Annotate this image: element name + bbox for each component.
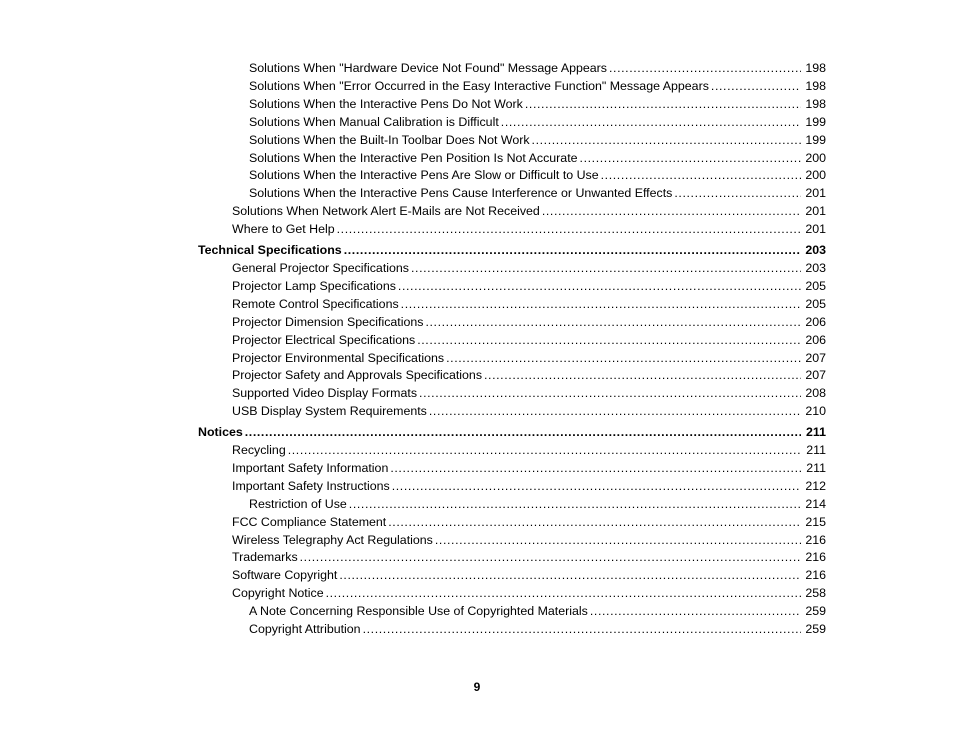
toc-entry-page: 259 — [805, 622, 826, 637]
toc-entry[interactable] — [198, 460, 826, 478]
toc-entry-title: Software Copyright — [232, 568, 338, 583]
toc-entry-page: 201 — [805, 186, 826, 201]
toc-entry[interactable] — [198, 350, 826, 368]
toc-entry[interactable] — [198, 403, 826, 421]
toc-entry-page: 207 — [805, 368, 826, 383]
toc-dot-leader — [674, 185, 801, 203]
toc-entry[interactable] — [198, 260, 826, 278]
toc-entry-page: 206 — [805, 332, 826, 347]
toc-entry-title: Solutions When the Interactive Pens Do Not Work — [249, 96, 523, 111]
toc-dot-leader — [288, 442, 801, 460]
toc-entry-page: 201 — [805, 204, 826, 219]
toc-entry[interactable] — [198, 150, 826, 168]
toc-entry-page: 203 — [805, 243, 826, 258]
toc-entry-title: Solutions When the Interactive Pens Cause Interference or Unwanted Effects — [249, 186, 673, 201]
toc-dot-leader — [349, 496, 801, 514]
toc-dot-leader — [609, 60, 801, 78]
toc-entry-page: 199 — [805, 114, 826, 129]
toc-dot-leader — [300, 549, 801, 567]
toc-entry-page: 199 — [805, 132, 826, 147]
toc-dot-leader — [326, 585, 801, 603]
toc-entry[interactable] — [198, 514, 826, 532]
toc-entry[interactable] — [198, 96, 826, 114]
toc-dot-leader — [580, 150, 801, 168]
toc-entry[interactable] — [198, 496, 826, 514]
toc-entry-page: 207 — [805, 350, 826, 365]
toc-dot-leader — [392, 478, 801, 496]
toc-dot-leader — [417, 332, 801, 350]
toc-entry[interactable] — [198, 314, 826, 332]
toc-entry-title: Notices — [198, 425, 243, 440]
toc-entry-title: Solutions When "Hardware Device Not Found" Message Appears — [249, 61, 607, 75]
toc-entry-page: 216 — [805, 550, 826, 565]
toc-entry-page: 211 — [806, 460, 826, 475]
toc-entry-title: FCC Compliance Statement — [232, 514, 387, 529]
toc-entry-title: A Note Concerning Responsible Use of Copyrighted Materials — [249, 604, 588, 619]
toc-entry-page: 212 — [805, 478, 826, 493]
toc-entry[interactable] — [198, 603, 826, 621]
toc-entry-page: 205 — [805, 296, 826, 311]
toc-entry-page: 214 — [805, 496, 826, 511]
toc-entry-page: 206 — [805, 314, 826, 329]
toc-dot-leader — [388, 514, 801, 532]
toc-dot-leader — [501, 114, 801, 132]
toc-entry[interactable] — [198, 114, 826, 132]
toc-entry-page: 216 — [805, 532, 826, 547]
toc-dot-leader — [398, 278, 801, 296]
toc-dot-leader — [425, 314, 801, 332]
toc-entry-page: 259 — [805, 604, 826, 619]
toc-dot-leader — [419, 385, 801, 403]
toc-entry[interactable] — [198, 278, 826, 296]
toc-entry[interactable] — [198, 621, 826, 639]
toc-dot-leader — [484, 367, 801, 385]
toc-entry-title: Restriction of Use — [249, 496, 347, 511]
toc-entry-page: 216 — [805, 568, 826, 583]
toc-entry-page: 258 — [805, 586, 826, 601]
toc-entry-title: USB Display System Requirements — [232, 404, 427, 419]
toc-dot-leader — [339, 567, 801, 585]
toc-entry[interactable] — [198, 221, 826, 239]
toc-entry[interactable] — [198, 549, 826, 567]
toc-dot-leader — [245, 424, 801, 442]
toc-entry[interactable] — [198, 567, 826, 585]
toc-entry[interactable] — [198, 585, 826, 603]
toc-entry-title: Copyright Notice — [232, 586, 324, 601]
toc-entry-title: Projector Dimension Specifications — [232, 314, 424, 329]
toc-entry[interactable] — [198, 296, 826, 314]
toc-entry[interactable] — [198, 442, 826, 460]
toc-entry-page: 201 — [805, 222, 826, 237]
toc-entry-title: General Projector Specifications — [232, 260, 409, 275]
toc-dot-leader — [429, 403, 801, 421]
toc-entry-page: 198 — [805, 96, 826, 111]
toc-dot-leader — [601, 167, 801, 185]
toc-entry-title: Important Safety Information — [232, 460, 389, 475]
toc-entry[interactable] — [198, 167, 826, 185]
toc-entry-title: Solutions When Network Alert E-Mails are Not Received — [232, 204, 540, 219]
toc-entry-page: 211 — [806, 425, 826, 440]
toc-section-heading[interactable] — [198, 424, 826, 442]
toc-entry-title: Copyright Attribution — [249, 622, 361, 637]
toc-entry-title: Wireless Telegraphy Act Regulations — [232, 532, 433, 547]
toc-entry-title: Trademarks — [232, 550, 298, 565]
toc-entry[interactable] — [198, 203, 826, 221]
toc-entry-page: 211 — [806, 443, 826, 458]
toc-entry[interactable] — [198, 60, 826, 78]
toc-entry[interactable] — [198, 532, 826, 550]
toc-entry-title: Projector Environmental Specifications — [232, 350, 445, 365]
toc-dot-leader — [411, 260, 801, 278]
toc-dot-leader — [337, 221, 801, 239]
toc-entry-title: Where to Get Help — [232, 222, 335, 237]
toc-entry-title: Technical Specifications — [198, 243, 342, 258]
toc-dot-leader — [542, 203, 801, 221]
toc-entry[interactable] — [198, 78, 826, 96]
toc-entry-page: 198 — [805, 78, 826, 93]
toc-dot-leader — [532, 132, 801, 150]
toc-entry-title: Important Safety Instructions — [232, 478, 390, 493]
toc-entry-title: Supported Video Display Formats — [232, 386, 418, 401]
toc-dot-leader — [344, 242, 801, 260]
toc-dot-leader — [401, 296, 801, 314]
toc-entry-title: Remote Control Specifications — [232, 296, 399, 311]
toc-entry-page: 208 — [805, 386, 826, 401]
toc-entry[interactable] — [198, 132, 826, 150]
toc-section-heading[interactable] — [198, 242, 826, 260]
toc-entry-title: Projector Safety and Approvals Specifications — [232, 368, 483, 383]
toc-dot-leader — [363, 621, 801, 639]
toc-entry-page: 200 — [805, 168, 826, 183]
toc-dot-leader — [711, 78, 801, 96]
toc-entry-title: Solutions When the Interactive Pen Position Is Not Accurate — [249, 150, 578, 165]
toc-dot-leader — [525, 96, 801, 114]
toc-entry-page: 205 — [805, 278, 826, 293]
toc-entry-title: Solutions When the Interactive Pens Are Slow or Difficult to Use — [249, 168, 599, 183]
toc-entry-page: 200 — [805, 150, 826, 165]
toc-dot-leader — [390, 460, 801, 478]
toc-entry[interactable] — [198, 367, 826, 385]
toc-dot-leader — [590, 603, 801, 621]
toc-entry-page: 198 — [805, 61, 826, 75]
toc-entry[interactable] — [198, 385, 826, 403]
table-of-contents — [198, 60, 826, 639]
toc-entry-page: 203 — [805, 260, 826, 275]
toc-entry[interactable] — [198, 478, 826, 496]
toc-entry-page: 215 — [805, 514, 826, 529]
toc-entry-title: Solutions When Manual Calibration is Difficult — [249, 114, 499, 129]
toc-entry-page: 210 — [805, 404, 826, 419]
toc-dot-leader — [446, 350, 801, 368]
toc-dot-leader — [435, 532, 801, 550]
toc-entry-title: Recycling — [232, 443, 286, 458]
toc-entry-title: Solutions When "Error Occurred in the Easy Interactive Function" Message Appears — [249, 78, 709, 93]
toc-entry-title: Solutions When the Built-In Toolbar Does Not Work — [249, 132, 530, 147]
toc-entry[interactable] — [198, 185, 826, 203]
page-number: 9 — [473, 680, 481, 694]
toc-entry-title: Projector Electrical Specifications — [232, 332, 416, 347]
toc-entry[interactable] — [198, 332, 826, 350]
toc-entry-title: Projector Lamp Specifications — [232, 278, 396, 293]
